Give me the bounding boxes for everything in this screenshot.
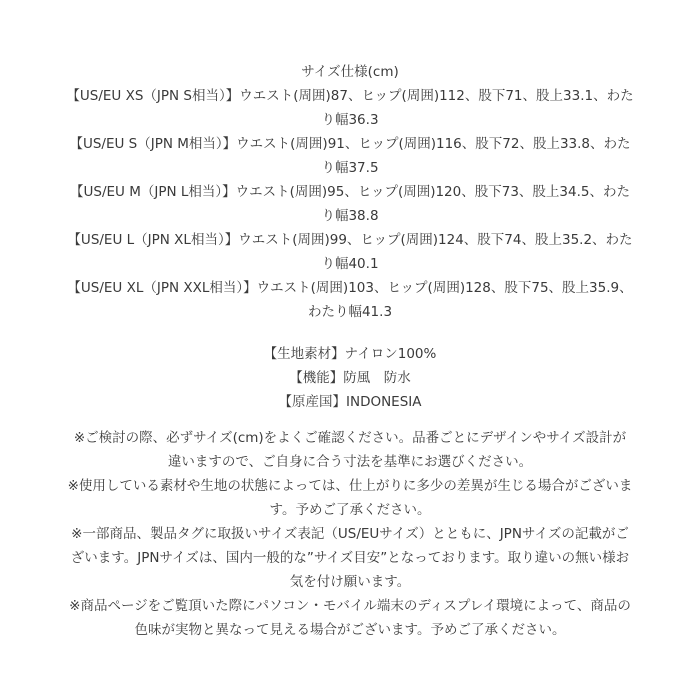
notes-section bbox=[14, 426, 686, 642]
note-line: 違いますので、ご自身に合う寸法を基準にお選びください。 bbox=[167, 454, 533, 470]
size-xs-line-2: り幅36.3 bbox=[321, 112, 379, 128]
size-s-line-2: り幅37.5 bbox=[321, 160, 379, 176]
note-line: ※使用している素材や生地の状態によっては、仕上がりに多少の差異が生じる場合がございま bbox=[67, 478, 633, 494]
size-xl-line-1: 【US/EU XL（JPN XXL相当）】ウエスト(周囲)103、ヒップ(周囲)128、股下75、股上35.9、 bbox=[67, 280, 633, 296]
note-line: 色味が実物と異なって見える場合がございます。予めご了承ください。 bbox=[134, 622, 566, 638]
size-m-line-1: 【US/EU M（JPN L相当）】ウエスト(周囲)95、ヒップ(周囲)120、股下73、股上34.5、わた bbox=[70, 184, 630, 200]
note-line: 気を付け願います。 bbox=[289, 574, 411, 590]
size-s-line-1: 【US/EU S（JPN M相当）】ウエスト(周囲)91、ヒップ(周囲)116、股下72、股上33.8、わた bbox=[69, 136, 631, 152]
note-line: す。予めご了承ください。 bbox=[269, 502, 431, 518]
material-section bbox=[14, 342, 686, 414]
size-xs-line-1: 【US/EU XS（JPN S相当）】ウエスト(周囲)87、ヒップ(周囲)112、股下71、股上33.1、わた bbox=[66, 88, 634, 104]
note-line: ※商品ページをご覧頂いた際にパソコン・モバイル端末のディスプレイ環境によって、商品の bbox=[69, 598, 631, 614]
note-line: ざいます。JPNサイズは、国内一般的な”サイズ目安”となっております。取り違いの無い様お bbox=[70, 550, 630, 566]
size-xl-line-2: わたり幅41.3 bbox=[307, 304, 393, 320]
note-line: ※ご検討の際、必ずサイズ(cm)をよくご確認ください。品番ごとにデザインやサイズ設計が bbox=[73, 430, 627, 446]
size-l-line-2: り幅40.1 bbox=[321, 256, 379, 272]
note-line: ※一部商品、製品タグに取扱いサイズ表記（US/EUサイズ）とともに、JPNサイズの記載がご bbox=[71, 526, 629, 542]
fabric-material: 【生地素材】ナイロン100% bbox=[263, 346, 437, 362]
size-l-line-1: 【US/EU L（JPN XL相当）】ウエスト(周囲)99、ヒップ(周囲)124、股下74、股上35.2、わた bbox=[67, 232, 633, 248]
size-m-line-2: り幅38.8 bbox=[321, 208, 379, 224]
function-info: 【機能】防風 防水 bbox=[289, 370, 411, 386]
size-spec-title: サイズ仕様(cm) bbox=[301, 64, 399, 80]
size-spec-section bbox=[14, 60, 686, 324]
country-of-origin: 【原産国】INDONESIA bbox=[278, 394, 422, 410]
